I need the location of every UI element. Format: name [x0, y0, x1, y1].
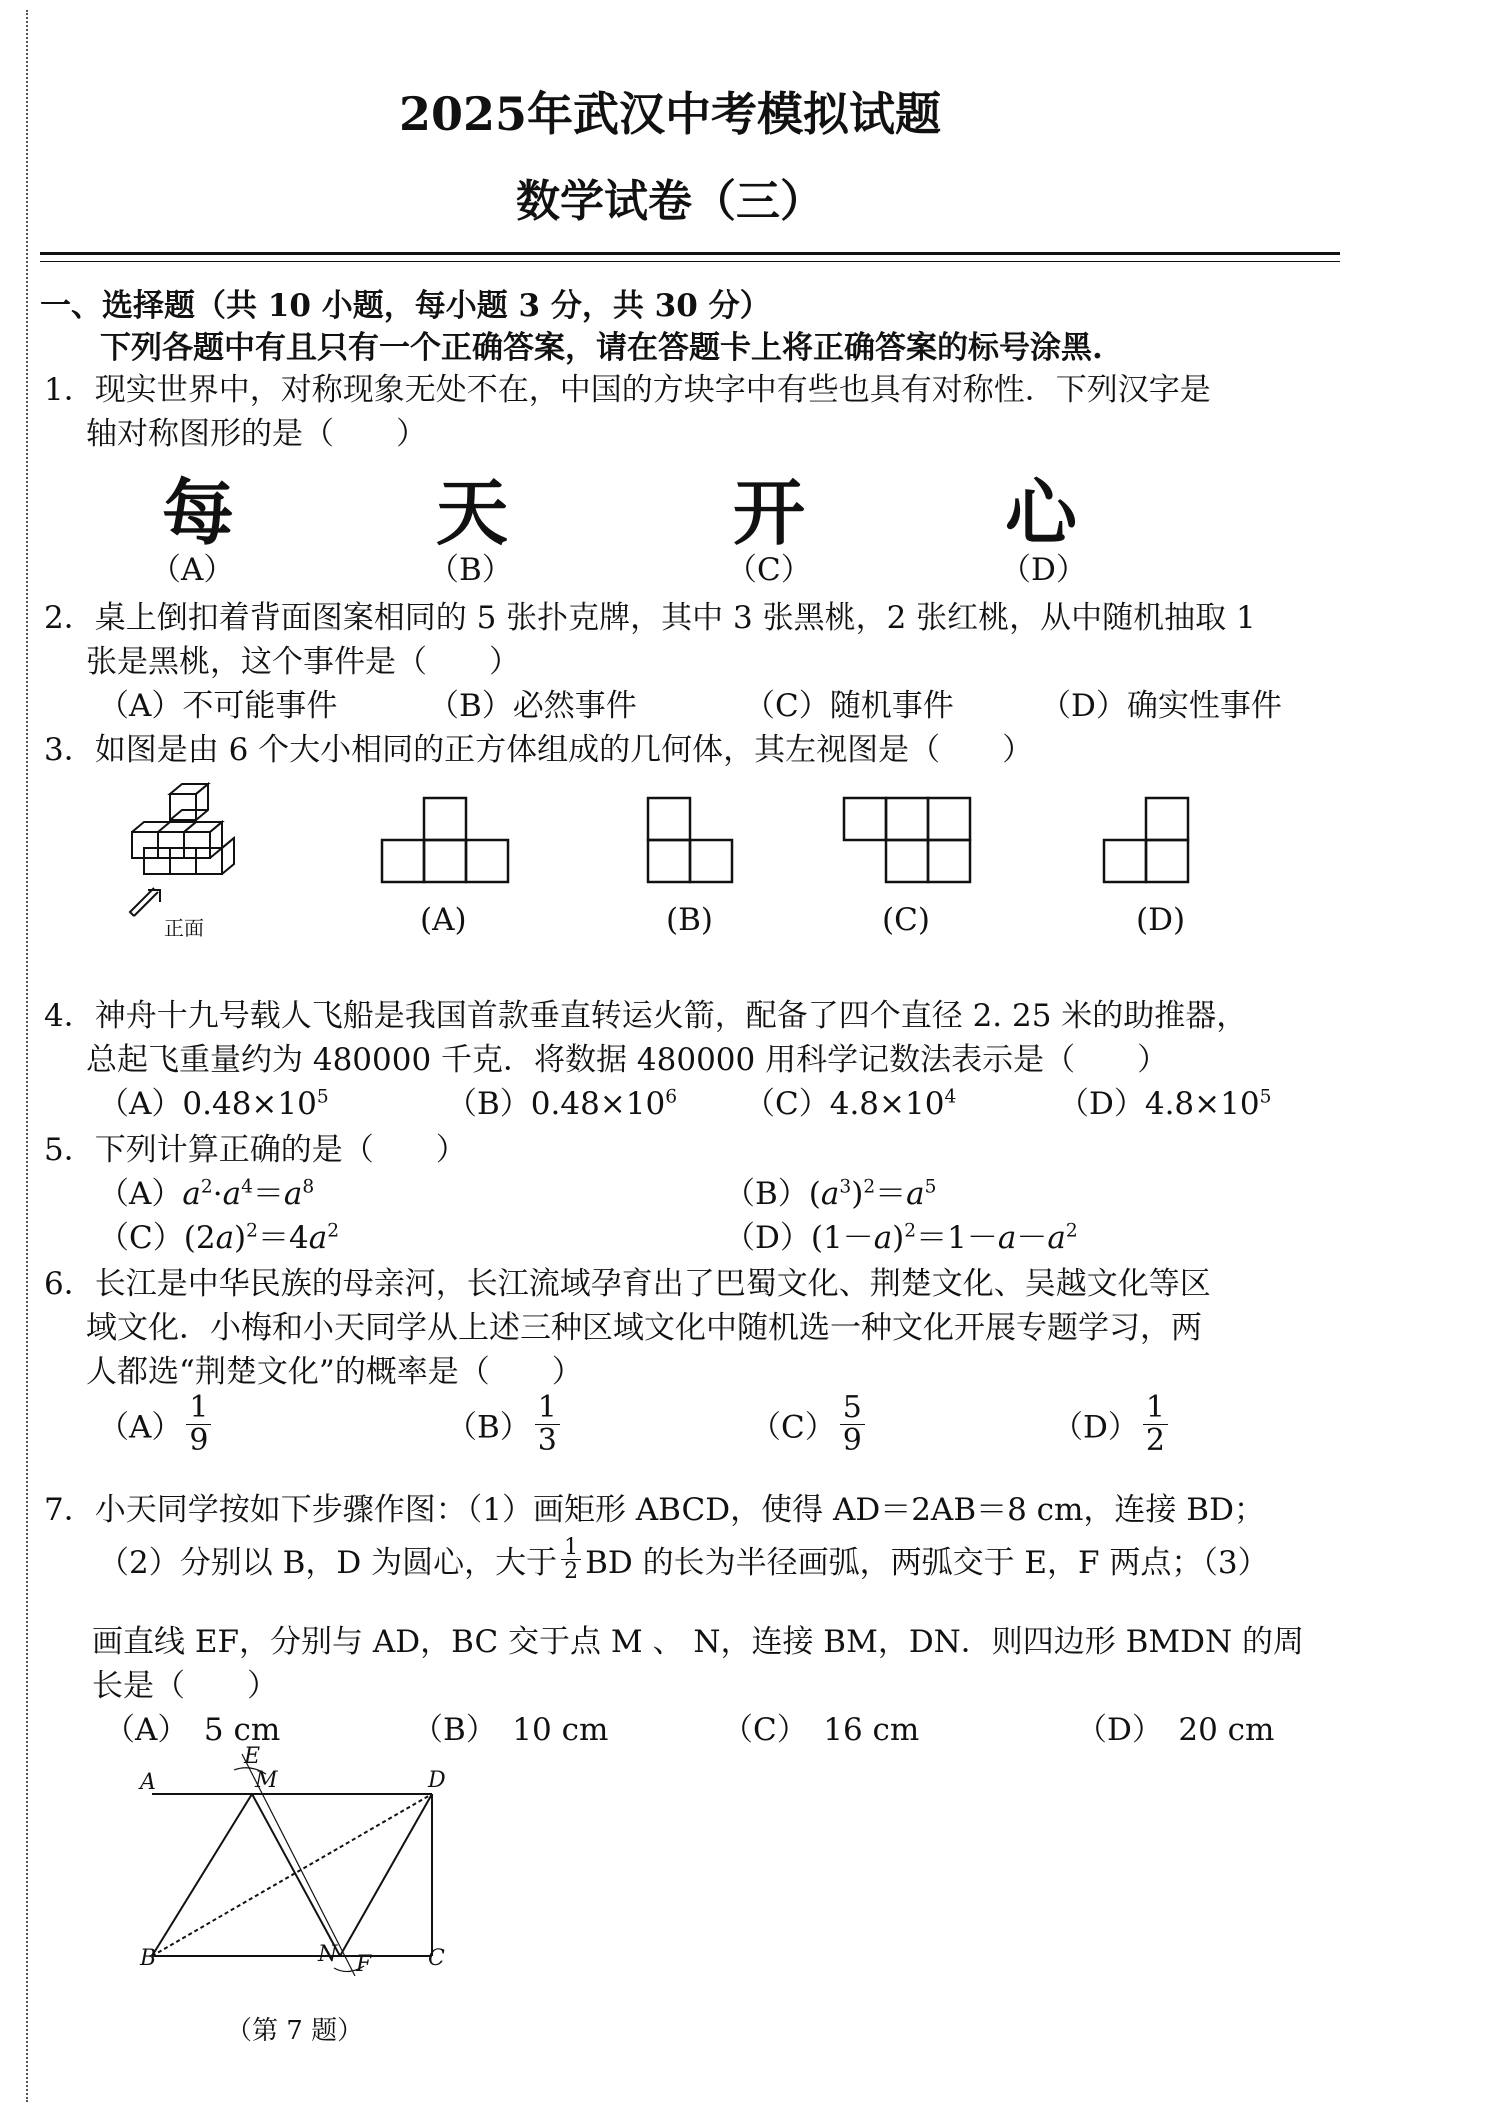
q6-line3: 人都选“荆楚文化”的概率是（ ） — [86, 1354, 583, 1390]
point-label-b: B — [140, 1946, 157, 1971]
q7-line4: 长是（ ） — [92, 1668, 278, 1704]
q3-label-b: (B) — [666, 902, 713, 938]
q3-label-a: (A) — [420, 902, 467, 938]
q4-option-a: $(A)0.48\times 10^5$ — [98, 1086, 329, 1122]
q5-option-d: $(D)(1-a)^2=1-a-a^2$ — [724, 1220, 1078, 1256]
q1-label-b: （B） — [428, 552, 513, 588]
q7-figure — [130, 1744, 470, 1989]
q3-solid-figure — [120, 778, 270, 928]
q3-label-c: (C) — [882, 902, 930, 938]
q6-option-b: （B） $\frac{1}{3}$ — [446, 1392, 564, 1456]
q1-char-d: 心 — [1005, 471, 1078, 555]
q1-char-c: 开 — [733, 471, 806, 555]
q7-option-b: （B） 10 cm — [412, 1712, 609, 1748]
q4-option-c: $(C)4.8\times 10^4$ — [744, 1086, 957, 1122]
q2-line1: 2．桌上倒扣着背面图案相同的 5 张扑克牌，其中 3 张黑桃，2 张红桃，从中随机抽取 1 — [44, 600, 1256, 636]
q3-option-b-figure — [644, 790, 744, 890]
q7-line3: 画直线 EF，分别与 AD，BC 交于点 M 、 N，连接 BM，DN．则四边形 BMDN 的周 — [92, 1624, 1305, 1660]
q2-option-a: （A）不可能事件 — [98, 688, 338, 724]
point-label-c: C — [428, 1946, 445, 1971]
q7-line2: （2）分别以 B，D 为圆心，大于 $\frac{1}{2}$ BD 的长为半径画弧，两弧交于 E，F 两点；（3） — [98, 1535, 1269, 1585]
q5-line1: 5．下列计算正确的是（ ） — [44, 1132, 467, 1168]
q3-front-label: 正面 — [164, 916, 204, 940]
section-title: 一、选择题（共 10 小题，每小题 3 分，共 30 分） — [40, 288, 771, 324]
q2-option-d: （D）确实性事件 — [1040, 688, 1282, 724]
point-label-f: F — [356, 1952, 372, 1977]
q6-option-c: （C） $\frac{5}{9}$ — [750, 1392, 869, 1456]
binding-margin — [26, 10, 28, 2102]
q1-line2: 轴对称图形的是（ ） — [86, 416, 427, 452]
q4-line2: 总起飞重量约为 480000 千克．将数据 480000 用科学记数法表示是（ ） — [86, 1042, 1169, 1078]
q2-line2: 张是黑桃，这个事件是（ ） — [86, 644, 520, 680]
q3-option-c-figure — [840, 790, 980, 890]
q7-caption: （第 7 题） — [226, 2016, 364, 2046]
q6-line1: 6．长江是中华民族的母亲河，长江流域孕育出了巴蜀文化、荆楚文化、吴越文化等区 — [44, 1266, 1211, 1302]
q7-option-a: （A） 5 cm — [104, 1712, 281, 1748]
q7-option-d: （D） 20 cm — [1076, 1712, 1275, 1748]
q3-label-d: (D) — [1136, 902, 1186, 938]
q1-label-d: （D） — [1000, 552, 1087, 588]
q3-option-a-figure — [380, 790, 520, 890]
q2-option-c: （C）随机事件 — [744, 688, 954, 724]
q4-option-b: $(B)0.48\times 10^6$ — [446, 1086, 678, 1122]
q1-label-c: （C） — [726, 552, 812, 588]
section-instruction: 下列各题中有且只有一个正确答案，请在答题卡上将正确答案的标号涂黑. — [100, 330, 1103, 366]
q6-option-d: （D） $\frac{1}{2}$ — [1052, 1392, 1172, 1456]
q7-line1: 7．小天同学按如下步骤作图：（1）画矩形 ABCD，使得 AD＝2AB＝8 cm，连接 BD； — [44, 1492, 1265, 1528]
q1-label-a: （A） — [150, 552, 235, 588]
q1-line1: 1．现实世界中，对称现象无处不在，中国的方块字中有些也具有对称性．下列汉字是 — [44, 372, 1211, 408]
q3-line1: 3．如图是由 6 个大小相同的正方体组成的几何体，其左视图是（ ） — [44, 732, 1034, 768]
q4-option-d: $(D)4.8\times 10^5$ — [1058, 1086, 1272, 1122]
page-subtitle: 数学试卷（三） — [516, 176, 824, 227]
q3-option-d-figure — [1100, 790, 1200, 890]
point-label-e: E — [244, 1744, 261, 1769]
title-rule-thick — [40, 252, 1340, 255]
q6-option-a: （A） $\frac{1}{9}$ — [98, 1392, 215, 1456]
page-title: 2025年武汉中考模拟试题 — [398, 87, 942, 141]
q4-line1: 4．神舟十九号载人飞船是我国首款垂直转运火箭，配备了四个直径 2. 25 米的助推器， — [44, 998, 1248, 1034]
point-label-a: A — [140, 1770, 156, 1795]
q5-option-a: $(A)a^2\cdot a^4=a^8$ — [98, 1176, 315, 1212]
q1-char-a: 每 — [162, 471, 235, 555]
q5-option-b: $(B)(a^3)^2=a^5$ — [724, 1176, 937, 1212]
point-label-d: D — [428, 1768, 446, 1793]
q5-option-c: $(C)(2a)^2=4a^2$ — [98, 1220, 340, 1256]
q7-option-c: （C） 16 cm — [722, 1712, 920, 1748]
point-label-n: N — [318, 1942, 338, 1967]
q1-char-b: 天 — [436, 471, 509, 555]
point-label-m: M — [255, 1768, 278, 1793]
q2-option-b: （B）必然事件 — [428, 688, 637, 724]
q6-line2: 域文化．小梅和小天同学从上述三种区域文化中随机选一种文化开展专题学习，两 — [86, 1310, 1202, 1346]
title-rule-thin — [40, 261, 1340, 262]
